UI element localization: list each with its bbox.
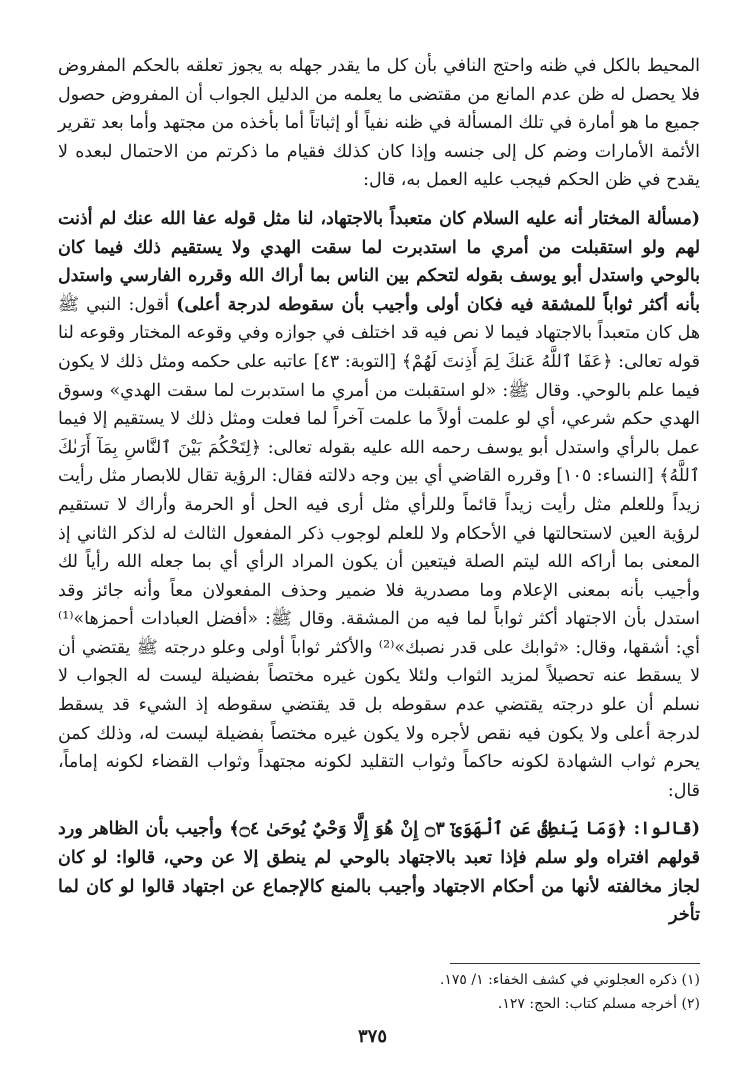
paragraph-objections: (قالوا: ﴿وَمَا يَنطِقُ عَنِ ٱلْهَوَىٰٓ ۝٣ إِنْ هُوَ إِلَّا وَحْيٌ يُوحَىٰ ۝٤﴾ وأجيب بأن الظاهر ورد قولهم افتراه ولو سلم فإذا تعبد بالاجتهاد بالوحي لم ينطق إلا عن وحي، قالوا: لو كان لجاز مخالفته لأنها من أحكام الاجتهاد وأجيب بالمنع كالإجماع عن اجتهاد قالوا لو كان لما تأخر [58,818,701,926]
page-number: ٣٧٥ [357,1026,387,1047]
commentary-text: أقول: النبي ﷺ هل كان متعبداً بالاجتهاد فيما لا نص فيه قد اختلف في جوازه وفي وقوعه المختار وقوعه لنا قوله تعالى: ﴿عَفَا ٱللَّهُ عَنكَ لِمَ أَذِنتَ لَهُمْ﴾ [التوبة: ٤٣] عاتبه على حكمه ومثل ذلك لا يكون فيما علم بالوحي. وقال ﷺ: «لو استقبلت من أمري ما استدبرت لما سقت الهدي» وسوق الهدي حكم شرعي، أي لو علمت أولاً ما علمت آخراً لما فعلت ومثل ذلك لا يستقيم إلا فيما عمل بالرأي واستدل أبو يوسف رحمه الله عليه بقوله تعالى: ﴿لِتَحْكُمَ بَيْنَ ٱلنَّاسِ بِمَآ أَرَىٰكَ ٱللَّهُ﴾ [النساء: ١٠٥] وقرره القاضي أي بين وجه دلالته فقال: الرؤية تقال للابصار مثل رأيت زيداً وللعلم مثل رأيت زيداً قائماً وللرأي مثل أرى فيه الحل أو الحرمة وأراك لا تستقيم لرؤية العين لاستحالتها في الأحكام ولا للعلم لوجوب ذكر المفعول الثالث له لذكر الثاني إذ المعنى بما أراكه الله ليتم الصلة فيتعين أن يكون المراد الرأي أي بما جعله الله رأياً لك وأجيب بأنه بمعنى الإعلام وما مصدرية فلا ضمير وحذف المفعولان معاً وأنه جائز وقد استدل بأن الاجتهاد أكثر ثواباً لما فيه من المشقة. وقال ﷺ: «أفضل العبادات أحمزها»⁽¹⁾ أي: أشقها، وقال: «ثوابك على قدر نصبك»⁽²⁾ والأكثر ثواباً أولى وعلو درجته ﷺ يقتضي أن لا يسقط عنه تحصيلاً لمزيد الثواب ولئلا يكون غيره مختصاً بفضيلة ليست له الجواب لا نسلم أن علو درجته يقتضي عدم سقوطه بل قد يقتضي سقوطه إذ الشيء قد يسقط لدرجة أعلى ولا يكون فيه نقص لأجره ولا يكون غيره مختصاً بفضيلة ليست له، وذلك كمن يحرم ثواب الشهادة لكونه حاكماً وثواب التقليد لكونه مجتهداً وثواب القضاء لكونه إماماً، قال: [58,294,700,801]
footnote-1: (١) ذكره العجلوني في كشف الخفاء: ١/ ١٧٥. [439,972,700,988]
matn-text-issue: (مسألة المختار أنه عليه السلام كان متعبداً بالاجتهاد، لنا مثل قوله عفا الله عنك لم أذنت لهم ولو استقبلت من أمري ما استدبرت لما سقت الهدي ولا يستقيم ذلك فيما كان بالوحي واستدل أبو يوسف بقوله لتحكم بين الناس بما أراك الله وقرره الفارسي واستدل بأنه أكثر ثواباً للمشقة فيه فكان أولى وأجيب بأن سقوطه لدرجة أعلى) [58,208,700,315]
page-body [58,52,700,930]
paragraph-intro: المحيط بالكل في ظنه واحتج النافي بأن كل ما يقدر جهله به يجوز تعلقه بالحكم المفروض فلا يحصل له ظن عدم المانع من مقتضى ما يعلمه من الدليل الجواب أن المفروض حصول جميع ما هو أمارة في تلك المسألة في ظنه نفياً أو إثباتاً أما بأخذه من مجتهد وأما بعد تقرير الأئمة الأمارات وضم كل إلى جنسه وإذا كان كذلك فقيام ما ذكرتم من الاحتمال لبعده لا يقدح في ظن الحكم فيجب عليه العمل به، قال: [58,56,700,191]
footnote-2: (٢) أخرجه مسلم كتاب: الحج: ١٢٧. [497,996,700,1012]
footnote-divider [450,963,700,964]
paragraph-issue [58,205,700,805]
footnotes [60,968,700,1016]
